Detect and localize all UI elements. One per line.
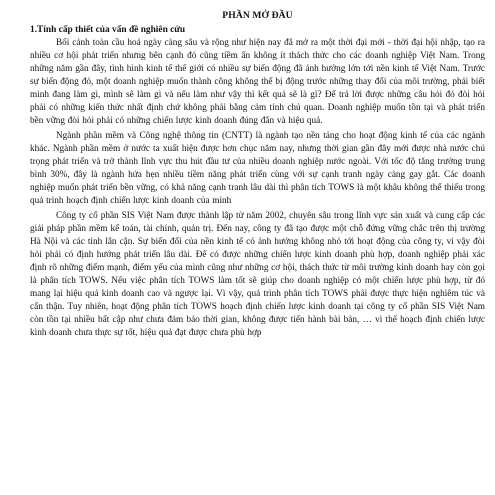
- paragraph-sis-company: Công ty cổ phần SIS Việt Nam được thành lập từ năm 2002, chuyên sâu trong lĩnh vực sản xuất và cung cấp các giải pháp phần mềm kế toán, tài chính, quản trị. Đến nay, công ty đã tạo được một chỗ đứng vững chắc trên thị trường Hà Nội và các tỉnh lân cận. Sự biến đổi của nền kinh tế có ảnh hưởng không nhỏ tới hoạt động của công ty, vì vậy đòi hỏi phải có định hướng phát triển lâu dài. Để có được những chiến lược kinh doanh phù hợp, doanh nghiệp phải xác định rõ những điểm mạnh, điểm yếu của mình cũng như những cơ hội, thách thức từ môi trường kinh doanh hay còn gọi là phân tích TOWS. Nếu việc phân tích TOWS làm tốt sẽ giúp cho doanh nghiệp có một chiến lược phù hợp, từ đó mang lại hiệu quả kinh doanh cao và ngược lại. Vì vậy, quá trình phân tích TOWS phải được thực hiện nghiêm túc và cẩn thận. Tuy nhiên, hoạt động phân tích TOWS hoạch định chiến lược kinh doanh tại công ty cổ phần SIS Việt Nam còn tồn tại nhiều bất cập như chưa đảm bảo thời gian, không được tiến hành bài bản, … vì thế hoạch định chiến lược kinh doanh chưa thực sự tốt, hiệu quả đạt được chưa phù hợp: [30, 211, 485, 338]
- paragraph-software-industry: Ngành phần mềm và Công nghệ thông tin (CNTT) là ngành tạo nền tảng cho hoạt động kinh tế của các ngành khác. Ngành phần mềm ở nước ta xuất hiện được hơn chục năm nay, nhưng thời gian gần đây mới được nhà nước chú trọng phát triển và trở thành lĩnh vực thu hút đầu tư của nhiều doanh nghiệp nước ngoài. Với tốc độ tăng trưởng trung bình 30%, đây là ngành hứa hẹn nhiều tiềm năng phát triển cùng với sự cạnh tranh ngày càng gay gắt. Các doanh nghiệp muốn phát triển bền vững, có khả năng cạnh tranh lâu dài thì phân tích TOWS là một khâu không thể thiếu trong quá trình hoạch định chiến lược kinh doanh của mình: [30, 131, 485, 206]
- page-title: PHẦN MỞ ĐẦU: [222, 10, 293, 21]
- paragraph-globalization: Bối cảnh toàn cầu hoá ngày càng sâu và rộng như hiện nay đã mở ra một thời đại mới - thời đại hội nhập, tạo ra nhiều cơ hội phát triển nhưng bên cạnh đó cũng tiềm ẩn không ít thách thức cho các doanh nghiệp Việt Nam. Trong những năm gần đây, tình hình kinh tế thế giới có nhiều sự biến động đã ảnh hưởng lớn tới nền kinh tế Việt Nam. Trước sự biến động đó, một doanh nghiệp muốn thành công không thể bị động trước những thay đổi của môi trường, phải biết mình đang làm gì, mình sẽ làm gì và nếu làm như vậy thì kết quả sẽ là gì? Để trả lời được những câu hỏi đó đòi hỏi phải có những kiến thức nhất định chứ không phải bằng cảm tính chủ quan. Doanh nghiệp muốn tồn tại và phát triển bền vững đòi hỏi phải có những chiến lược kinh doanh đúng đắn và hiệu quả.: [30, 38, 485, 126]
- section-heading: 1.Tính cấp thiết của vấn đề nghiên cứu: [30, 25, 186, 35]
